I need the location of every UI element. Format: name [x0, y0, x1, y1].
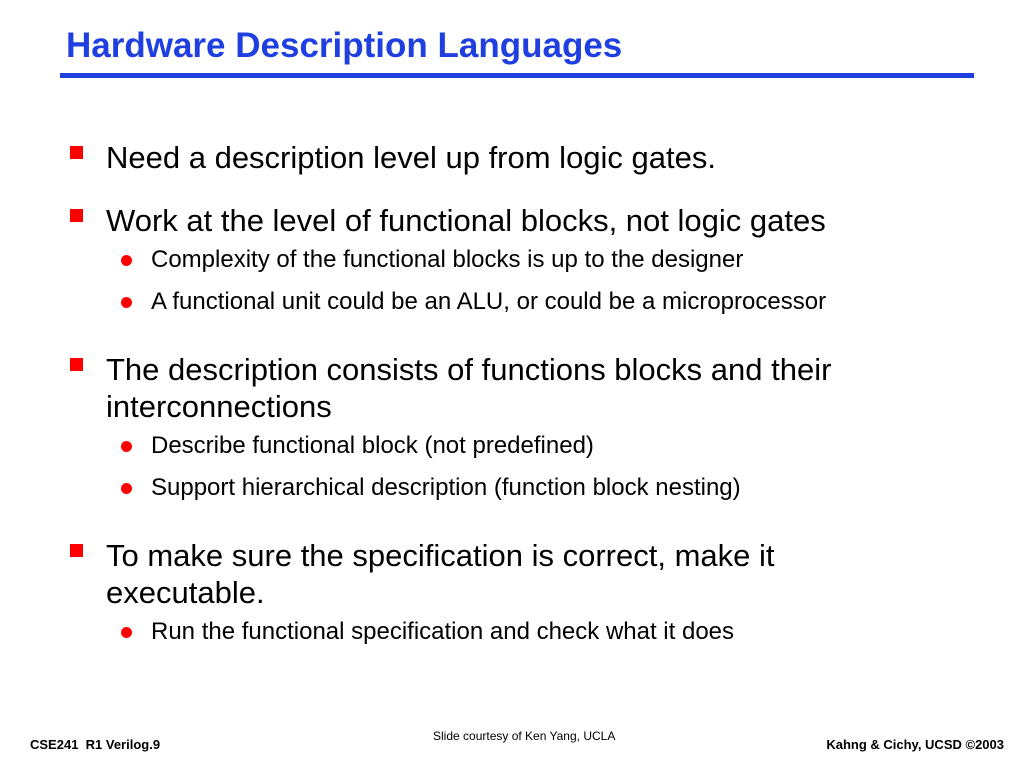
red-square-bullet-icon — [70, 358, 83, 371]
red-circle-bullet-icon — [121, 255, 132, 266]
main-bullet-item — [0, 351, 936, 425]
main-bullet-text: To make sure the specification is correct, make it executable. — [106, 538, 775, 610]
main-bullet-text: Need a description level up from logic gates. — [106, 140, 716, 175]
main-bullet-item — [0, 537, 936, 611]
footer-course-label: CSE241 R1 Verilog.9 — [30, 737, 161, 752]
main-bullet-item — [0, 139, 936, 176]
sub-bullet-text: Describe functional block (not predefined) — [151, 432, 594, 459]
sub-bullet-text: Support hierarchical description (function block nesting) — [151, 474, 741, 501]
main-bullet-text: The description consists of functions blocks and their interconnections — [106, 352, 832, 424]
red-square-bullet-icon — [70, 544, 83, 557]
sub-bullet-item — [0, 425, 1024, 467]
sub-bullet-item — [0, 467, 1024, 509]
red-circle-bullet-icon — [121, 483, 132, 494]
bullet-group-4 — [0, 537, 1024, 653]
sub-bullet-item — [0, 611, 1024, 653]
sub-bullet-item — [0, 239, 1024, 281]
red-square-bullet-icon — [70, 209, 83, 222]
bullet-group-3 — [0, 351, 1024, 509]
red-circle-bullet-icon — [121, 627, 132, 638]
sub-bullet-text: Run the functional specification and check what it does — [151, 618, 735, 645]
sub-bullet-text: A functional unit could be an ALU, or could be a microprocessor — [151, 288, 827, 315]
footer-credit: Slide courtesy of Ken Yang, UCLA — [433, 729, 616, 743]
sub-bullet-item — [0, 281, 1024, 323]
red-circle-bullet-icon — [121, 297, 132, 308]
red-circle-bullet-icon — [121, 441, 132, 452]
footer-copyright: Kahng & Cichy, UCSD ©2003 — [826, 737, 1004, 752]
bullet-group-2 — [0, 202, 1024, 323]
red-square-bullet-icon — [70, 146, 83, 159]
main-bullet-text: Work at the level of functional blocks, not logic gates — [106, 203, 826, 238]
slide-title: Hardware Description Languages — [66, 26, 623, 65]
bullet-group-1 — [0, 139, 1024, 176]
main-bullet-item — [0, 202, 936, 239]
sub-bullet-text: Complexity of the functional blocks is up to the designer — [151, 246, 744, 273]
